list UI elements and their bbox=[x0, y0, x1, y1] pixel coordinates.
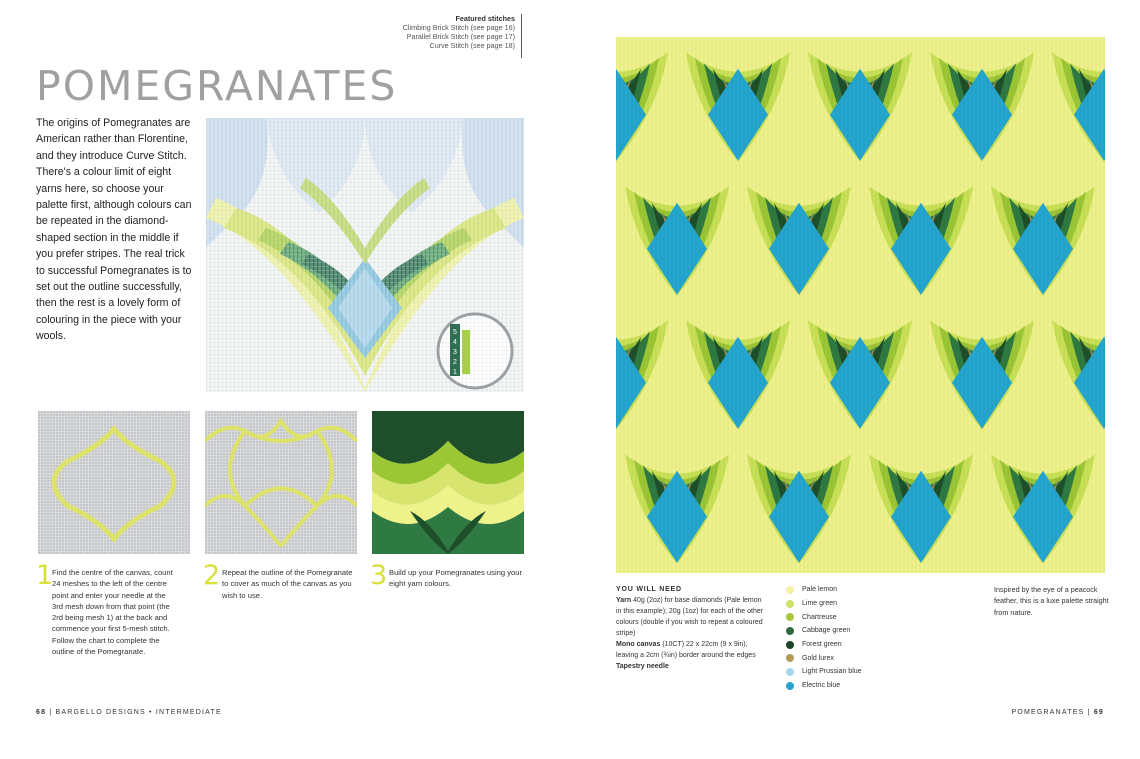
step-number: 3 bbox=[370, 560, 388, 591]
page-title: POMEGRANATES bbox=[36, 62, 398, 110]
intro-paragraph: The origins of Pomegranates are American rather than Florentine, and they introduce Curve Stitch. There's a colour limit of eight yarns here, so choose your palette first, although colours can be repeated in the diamond-shaped section in the middle if you prefer stripes. The real trick to successful Pomegranates is to set out the outline successfully, then the rest is a lovely form of colouring in the piece with your wools. bbox=[36, 117, 192, 343]
swatch-label: Lime green bbox=[802, 600, 838, 608]
step-1-photo bbox=[38, 411, 190, 554]
stitch-chart bbox=[206, 118, 524, 392]
chart-inset bbox=[438, 314, 512, 388]
featured-stitches bbox=[370, 14, 522, 58]
swatch-label: Forest green bbox=[802, 641, 842, 649]
yarn-label: Yarn bbox=[616, 597, 632, 604]
section-name: BARGELLO DESIGNS • INTERMEDIATE bbox=[55, 709, 222, 716]
swatch-dot bbox=[786, 654, 794, 662]
inset-number: 1 bbox=[453, 369, 457, 376]
yarn-swatch bbox=[786, 624, 916, 638]
swatch-dot bbox=[786, 613, 794, 621]
page-number: 68 bbox=[36, 709, 47, 716]
yarn-text: 40g (2oz) for base diamonds (Pale lemon in this example); 20g (1oz) for each of the other colours (double if you wish to repeat a coloured stripe) bbox=[616, 597, 764, 637]
yarn-swatch bbox=[786, 679, 916, 693]
swatch-dot bbox=[786, 600, 794, 608]
step-2-photo bbox=[205, 411, 357, 554]
swatch-label: Cabbage green bbox=[802, 627, 851, 635]
finished-piece-photo bbox=[616, 37, 1105, 573]
swatch-label: Electric blue bbox=[802, 682, 841, 690]
swatch-dot bbox=[786, 627, 794, 635]
swatch-dot bbox=[786, 668, 794, 676]
yarn-swatch bbox=[786, 638, 916, 652]
inspired-note: Inspired by the eye of a peacock feather, this is a luxe palette straight from nature. bbox=[994, 585, 1109, 617]
bargello-pattern bbox=[616, 37, 1105, 573]
yarn-swatch bbox=[786, 583, 916, 597]
swatch-dot bbox=[786, 682, 794, 690]
step-3-photo bbox=[372, 411, 524, 554]
swatch-dot bbox=[786, 641, 794, 649]
inset-number: 3 bbox=[453, 349, 457, 356]
featured-stitch-item: Parallel Brick Stitch (see page 17) bbox=[406, 32, 515, 41]
yarn-swatch-list bbox=[786, 583, 916, 693]
yarn-swatch bbox=[786, 597, 916, 611]
swatch-label: Chartreuse bbox=[802, 613, 837, 621]
step-text: Repeat the outline of the Pomegranate to cover as much of the canvas as you wish to use. bbox=[222, 568, 353, 600]
step-text: Build up your Pomegranates using your eight yarn colours. bbox=[389, 568, 522, 589]
step-text: Find the centre of the canvas, count 24 meshes to the left of the centre point and enter your needle at the 3rd mesh down from that point (the 2rd being mesh 1) at the back and commence your first 5-mesh stitch. Follow the chart to complete the outline of the Pomegranate. bbox=[52, 568, 173, 657]
swatch-label: Gold lurex bbox=[802, 654, 834, 662]
swatch-label: Pale lemon bbox=[802, 586, 838, 594]
needle-label: Tapestry needle bbox=[616, 663, 669, 670]
step-number: 1 bbox=[36, 560, 54, 591]
inset-number: 4 bbox=[453, 339, 457, 346]
you-will-need bbox=[616, 584, 766, 672]
featured-stitches-heading: Featured stitches bbox=[455, 14, 515, 23]
yarn-swatch bbox=[786, 651, 916, 665]
featured-stitch-item: Climbing Brick Stitch (see page 16) bbox=[402, 23, 515, 32]
inset-number: 2 bbox=[453, 359, 457, 366]
yarn-swatch bbox=[786, 665, 916, 679]
step-number: 2 bbox=[203, 560, 221, 591]
folio-right: POMEGRANATES | 69 bbox=[1011, 709, 1104, 716]
folio-left: 68 | BARGELLO DESIGNS • INTERMEDIATE bbox=[36, 709, 222, 716]
featured-stitch-item: Curve Stitch (see page 18) bbox=[429, 41, 515, 50]
page-number: 69 bbox=[1093, 709, 1104, 716]
canvas-text: (10CT) 22 x 22cm (9 x 9in), leaving a 2cm (¾in) border around the edges bbox=[616, 641, 756, 659]
inset-number: 5 bbox=[453, 329, 457, 336]
yarn-swatch bbox=[786, 610, 916, 624]
section-name: POMEGRANATES bbox=[1011, 709, 1085, 716]
you-will-need-heading: YOU WILL NEED bbox=[616, 586, 682, 593]
canvas-label: Mono canvas bbox=[616, 641, 661, 648]
swatch-label: Light Prussian blue bbox=[802, 668, 862, 676]
swatch-dot bbox=[786, 586, 794, 594]
